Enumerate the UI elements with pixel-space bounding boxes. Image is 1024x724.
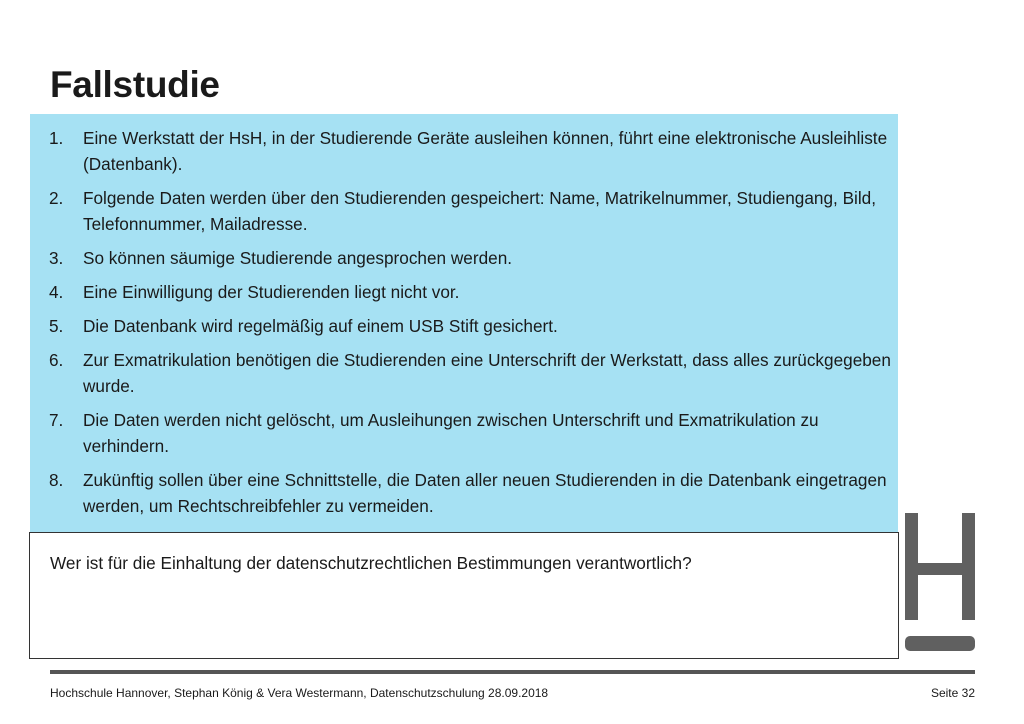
logo-crossbar bbox=[905, 563, 975, 575]
case-item-text: Zur Exmatrikulation benötigen die Studierenden eine Unterschrift der Werkstatt, dass alles zurückgegeben wurde. bbox=[83, 350, 891, 396]
case-study-box bbox=[30, 114, 898, 532]
case-item-text: Die Daten werden nicht gelöscht, um Ausleihungen zwischen Unterschrift und Exmatrikulation zu verhindern. bbox=[83, 410, 819, 456]
case-item bbox=[30, 347, 898, 399]
case-item bbox=[30, 467, 898, 519]
hsh-h-logo-icon bbox=[905, 513, 975, 651]
case-item-number: 3. bbox=[49, 248, 64, 268]
footer-credits: Hochschule Hannover, Stephan König & Vera Westermann, Datenschutzschulung 28.09.2018 bbox=[50, 686, 549, 700]
case-item-text: Zukünftig sollen über eine Schnittstelle, die Daten aller neuen Studierenden in die Datenbank eingetragen werden, um Rechtschreibfehler zu vermeiden. bbox=[83, 470, 887, 516]
case-item bbox=[30, 407, 898, 459]
footer-divider bbox=[50, 670, 975, 674]
case-item-text: Die Datenbank wird regelmäßig auf einem USB Stift gesichert. bbox=[83, 316, 558, 336]
case-item-number: 4. bbox=[49, 282, 64, 302]
case-study-list bbox=[30, 125, 898, 527]
case-item-number: 1. bbox=[49, 128, 64, 148]
case-item-number: 6. bbox=[49, 350, 64, 370]
case-item-number: 5. bbox=[49, 316, 64, 336]
case-item-text: So können säumige Studierende angesprochen werden. bbox=[83, 248, 513, 268]
case-item bbox=[30, 185, 898, 237]
question-box bbox=[29, 532, 899, 659]
case-item bbox=[30, 245, 898, 271]
case-item-text: Eine Einwilligung der Studierenden liegt nicht vor. bbox=[83, 282, 460, 302]
case-item-number: 8. bbox=[49, 470, 64, 490]
case-item-text: Eine Werkstatt der HsH, in der Studierende Geräte ausleihen können, führt eine elektronische Ausleihliste (Datenbank). bbox=[83, 128, 888, 174]
case-item bbox=[30, 279, 898, 305]
logo-underline bbox=[905, 636, 975, 651]
page-number: Seite 32 bbox=[930, 686, 975, 700]
case-item bbox=[30, 313, 898, 339]
slide-title: Fallstudie bbox=[50, 64, 220, 105]
case-item-number: 2. bbox=[49, 188, 64, 208]
case-item-number: 7. bbox=[49, 410, 64, 430]
case-item bbox=[30, 125, 898, 177]
case-item-text: Folgende Daten werden über den Studierenden gespeichert: Name, Matrikelnummer, Studiengang, Bild, Telefonnummer, Mailadresse. bbox=[83, 188, 877, 234]
question-text: Wer ist für die Einhaltung der datenschutzrechtlichen Bestimmungen verantwortlich? bbox=[50, 553, 692, 573]
